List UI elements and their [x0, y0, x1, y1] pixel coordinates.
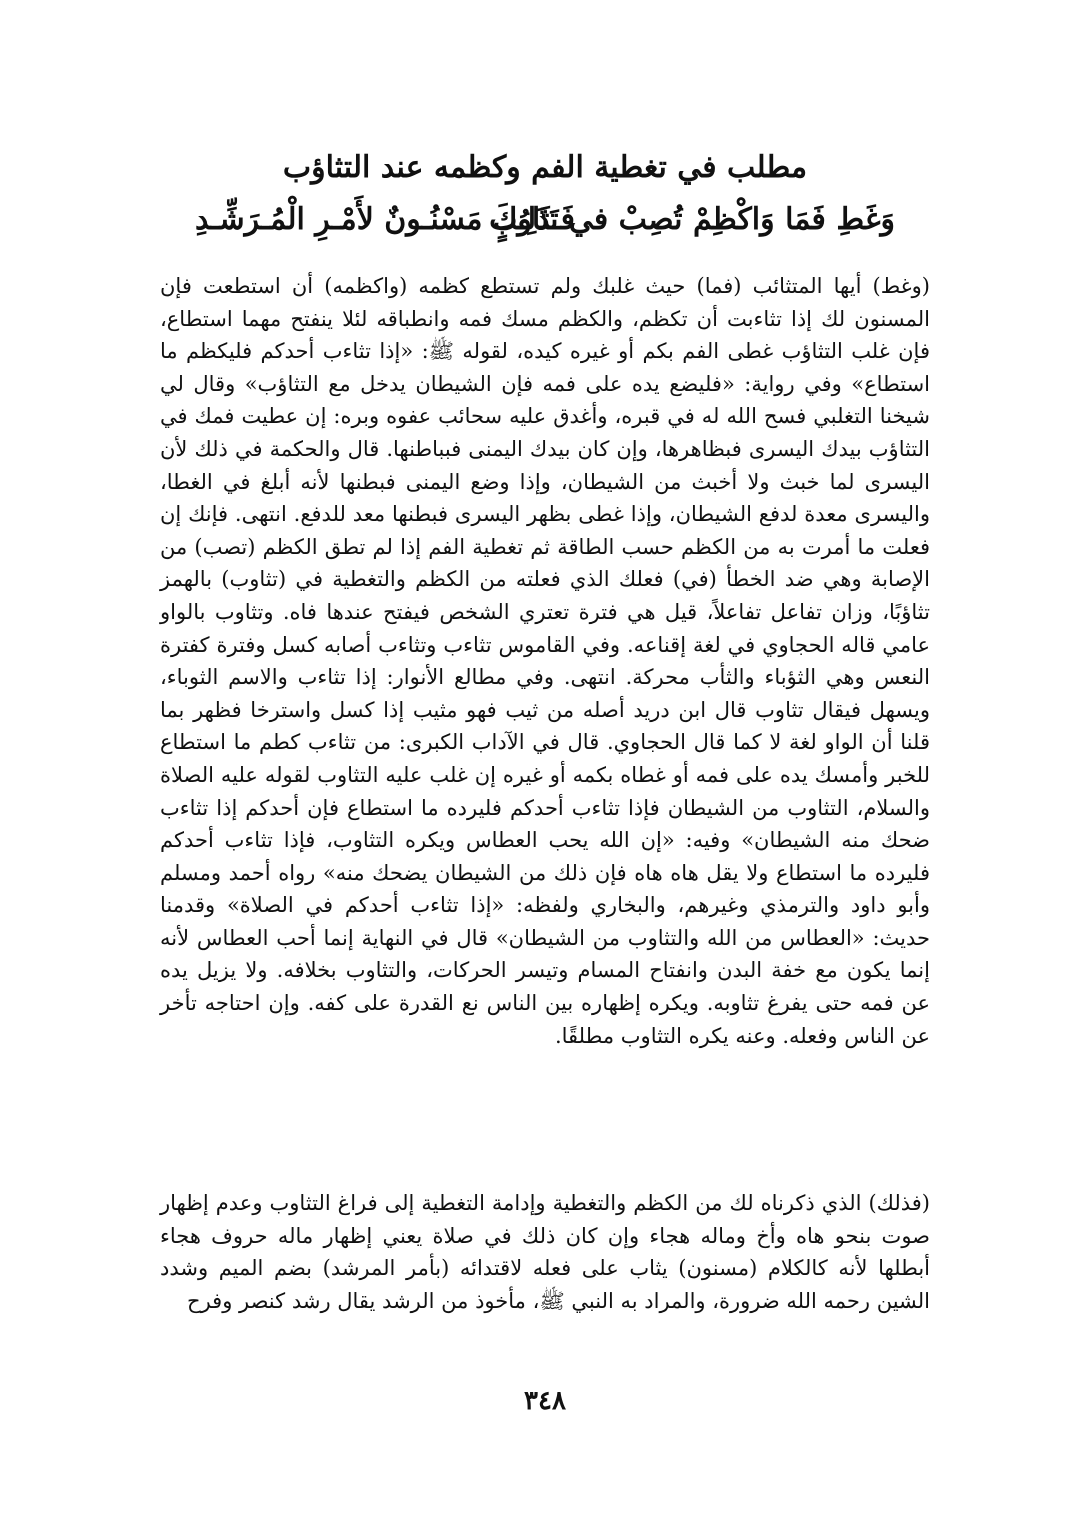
page-number: ٣٤٨ [524, 1386, 566, 1416]
commentary-paragraph: (فذلك) الذي ذكرناه لك من الكظم والتغطية وإدامة التغطية إلى فراغ التثاوب وعدم إظهار صوت بنحو هاه وأخ وماله هجاء وإن كان ذلك في صلاة يعني إظهار ماله حروف هجاء أبطلها لأنه كالكلام (مسنون) يثاب على فعله لاقتدائه (بأمر المرشد) بضم الميم وشدد الشين رحمه الله ضرورة، والمراد به النبي ﷺ، مأخوذ من الرشد يقال رشد كنصر وفرح [160, 1191, 930, 1313]
verse-first-hemistich: وَغَطِ فَمَا وَاكْظِمْ تُصِبْ في تَثَاوُبٍ [489, 202, 895, 237]
commentary-paragraph: (وغط) أيها المتثائب (فما) حيث غلبك ولم تستطع كظمه (واكظمه) أن استطعت فإن المسنون لك إذا تثاءبت أن تكظم، والكظم مسك فمه وانطباقه لئلا ينفتح مهما استطاع، فإن غلب التثاؤب غطى الفم بكم أو غيره كيده، لقوله ﷺ: «إذا تثاءب أحدكم فليكظم ما استطاع» وفي رواية: «فليضع يده على فمه فإن الشيطان يدخل مع التثاؤب» وقال لي شيخنا التغلبي فسح الله له في قبره، وأغدق عليه سحائب عفوه وبره: إن عطيت فمك في التثاؤب بيدك اليسرى فبظاهرها، وإن كان بيدك اليمنى فبباطنها. قال والحكمة في ذلك لأن اليسرى لما خبث ولا أخبث من الشيطان، وإذا وضع اليمنى فبطنها لأنه أبلغ في الغطا، واليسرى معدة لدفع الشيطان، وإذا غطى بظهر اليسرى فبطنها معد للدفع. انتهى. فإنك إن فعلت ما أمرت به من الكظم حسب الطاقة ثم تغطية الفم إذا لم تطق الكظم (تصب) من الإصابة وهي ضد الخطأ (في) فعلك الذي فعلته من الكظم والتغطية في (تثاوب) بالهمز تثاؤبًا، وزان تفاعل تفاعلاً، قيل هي فترة تعتري الشخص فيفتح عندها فاه. وتثاوب بالواو عامي قاله الحجاوي في لغة إقناعه. وفي القاموس تثاءب وتثاءب أصابه كسل وفترة كفترة النعس وهي الثؤباء والثأب محركة. انتهى. وفي مطالع الأنوار: إذا تثاءب والاسم الثوباء، ويسهل فيقال تثاوب قال ابن دريد أصله من ثيب فهو مثيب إذا كسل واسترخا فظهر بما قلنا أن الواو لغة لا كما قال الحجاوي. قال في الآداب الكبرى: من تثاءب كطم ما استطاع للخبر وأمسك يده على فمه أو غطاه بكمه أو غيره إن غلب عليه التثاوب لقوله عليه الصلاة والسلام، التثاوب من الشيطان فإذا تثاءب أحدكم فليرده ما استطاع فإن أحدكم إذا تثاءب ضحك منه الشيطان» وفيه: «إن الله يحب العطاس ويكره التثاوب، فإذا تثاءب أحدكم فليرده ما استطاع ولا يقل هاه هاه فإن ذلك من الشيطان يضحك منه» رواه أحمد ومسلم وأبو داود والترمذي وغيرهم، والبخاري ولفظه: «إذا تثاءب أحدكم في الصلاة» وقدمنا حديث: «العطاس من الله والتثاوب من الشيطان» قال في النهاية إنما أحب العطاس لأنه إنما يكون مع خفة البدن وانفتاح المسام وتيسر الحركات، والتثاوب بخلافه. ولا يزيل يده عن فمه حتى يفرغ تثاوبه. ويكره إظهاره بين الناس نع القدرة على كفه. وإن احتاجه تأخر عن الناس وفعله. وعنه يكره التثاوب مطلقًا. [160, 274, 930, 1048]
verse-second-hemistich: فَـذَلِـكَ مَسْنُـونٌ لأَمْـرِ الْمُـرَشِّـدِ [195, 202, 575, 237]
section-heading: مطلب في تغطية الفم وكظمه عند التثاؤب [282, 150, 808, 185]
